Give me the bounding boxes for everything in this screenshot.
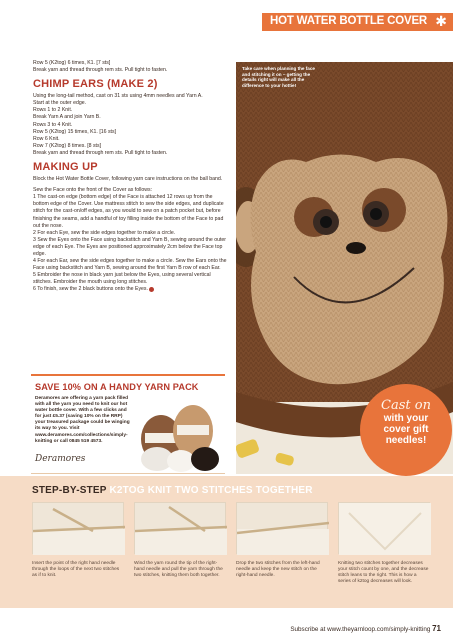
step-4 <box>338 502 430 585</box>
step-1 <box>32 502 124 579</box>
chimp-line: Row 7 (K2tog) 8 times. [8 sts] <box>33 142 102 149</box>
step-by-step-title <box>32 485 313 496</box>
chimp-ears-heading: CHIMP EARS (MAKE 2) <box>33 78 158 91</box>
badge-line: cover gift <box>383 424 429 435</box>
making-sew: Sew the Face onto the front of the Cover as follows: <box>33 187 153 194</box>
chimp-line: Row 5 (K2tog) 15 times, K1. [16 sts] <box>33 128 117 135</box>
k2tog-label: K2TOG KNIT TWO STITCHES TOGETHER <box>109 485 313 496</box>
step-by-step-section <box>0 476 453 608</box>
knitting-needles-image <box>33 503 125 555</box>
chimp-line: Break yarn and thread through rem sts. Pull tight to fasten. <box>33 149 168 156</box>
chimp-line: Using the long-tail method, cast on 31 sts using 4mm needles and Yarn A. <box>33 93 203 100</box>
yarn-pack-title: SAVE 10% ON A HANDY YARN PACK <box>35 382 199 392</box>
making-step: 2 For each Eye, sew the side edges together to make a circle. <box>33 229 176 236</box>
making-step: 1 The cast-on edge (bottom edge) of the Face is attached 12 rows up from the bottom edge of the Cover. Use mattress stitch to sew the side edges, and duplicate stitch for the cast-on/off edges, as you would to sew on a patch pocket but, before finishing the seams, add a handful of toy filling inside the bottom of the Face to pad out the nose. <box>33 194 224 229</box>
end-mark-icon <box>149 287 154 292</box>
step-text: Knitting two stitches together decreases your stitch count by one, and the decrease stitch leans to the right. This is how a series of k2tog decreases will look. <box>338 561 429 584</box>
step-photo <box>338 502 430 554</box>
making-step-text: 6 To finish, sew the 2 black buttons onto the Eyes. <box>33 286 148 293</box>
chimp-line: Row 6 Knit. <box>33 135 60 142</box>
knitting-needles-image <box>237 503 329 555</box>
making-step: 4 For each Ear, sew the side edges together to make a circle. Sew the Ears onto the Face using backstitch and Yarn B, sewing around the first Yarn B row of each Ear. <box>33 258 227 272</box>
photo-caption: Take care when planning the face and stitching it on – getting the details right will make all the difference to your hottie! <box>242 66 315 88</box>
yarn-balls-image <box>135 393 223 473</box>
intro-line-2: Break yarn and thread through rem sts. Pull tight to fasten. <box>33 67 168 74</box>
badge-line: with your <box>383 413 429 424</box>
step-photo <box>236 502 328 554</box>
chimp-line: Break Yarn A and join Yarn B. <box>33 114 101 121</box>
knitting-needles-image <box>135 503 227 555</box>
chimp-line: Rows 3 to 4 Knit. <box>33 121 73 128</box>
step-by-step-label: STEP-BY-STEP <box>32 485 107 496</box>
step-2 <box>134 502 226 579</box>
cover-gift-badge <box>360 384 452 476</box>
page-footer <box>290 624 441 633</box>
yarn-pack-text: Deramores are offering a yarn pack filled with all the yarn you need to knit our hot water bottle cover. With a few clicks and for just £5.37 (saving 10% on the RRP) your treasured package could be winging its way to you. Visit www.deramores.com/collections/simply-knitting or call 0845 519 4573. <box>35 396 130 444</box>
section-title: HOT WATER BOTTLE COVER <box>270 15 428 27</box>
making-step: 3 Sew the Eyes onto the Face using backstitch and Yarn B, sewing around the outer edge of each Eye. The Eyes are positioned approximately 2cm below the Face top edge. <box>33 236 227 257</box>
making-intro: Block the Hot Water Bottle Cover, following yarn care instructions on the ball band. <box>33 176 223 183</box>
chimp-line: Start at the outer edge. <box>33 100 87 107</box>
pattern-text <box>33 60 227 294</box>
deramores-logo: Deramores <box>35 454 86 464</box>
step-3 <box>236 502 328 579</box>
making-step-final <box>33 286 227 293</box>
chimp-line: Rows 1 to 2 Knit. <box>33 107 73 114</box>
page-number: 71 <box>432 624 441 633</box>
yarn-pack-offer <box>31 374 225 474</box>
making-step: 5 Embroider the nose in black yarn just below the Eyes, using several vertical stitches. Embroider the mouth using long stitches. <box>33 272 211 286</box>
step-text: Insert the point of the right hand needle through the loops of the next two stitches as if to knit. <box>32 561 120 578</box>
step-text: Wind the yarn round the tip of the right-hand needle and pull the yarn through the two stitches, knitting them both together. <box>134 561 223 578</box>
star-icon: ✱ <box>435 13 447 29</box>
subscribe-text: Subscribe at www.theyarnloop.com/simply-knitting <box>290 626 431 633</box>
step-photo <box>32 502 124 554</box>
badge-line: needles! <box>385 435 427 446</box>
making-up-heading: MAKING UP <box>33 161 98 174</box>
intro-line-1: Row 5 (K2tog) 6 times, K1. [7 sts] <box>33 60 111 66</box>
step-photo <box>134 502 226 554</box>
knitted-swatch-image <box>339 503 431 555</box>
badge-line: Cast on <box>381 398 431 413</box>
section-header <box>262 13 453 31</box>
step-text: Drop the two stitches from the left-hand needle and keep the new stitch on the right-hand needle. <box>236 561 320 578</box>
